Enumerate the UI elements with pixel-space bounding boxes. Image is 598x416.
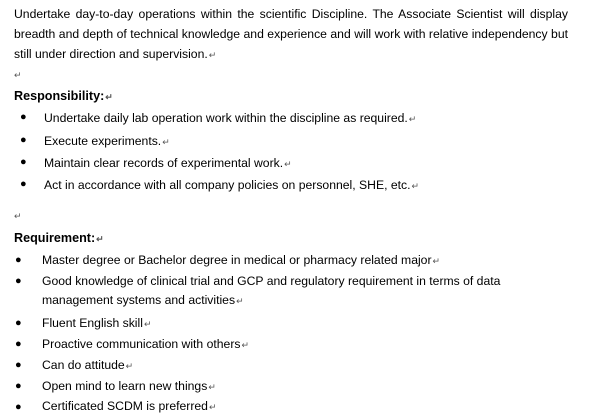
requirement-item: Certificated SCDM is preferred↵	[42, 399, 217, 413]
paragraph-mark-icon: ↵	[105, 92, 113, 102]
bullet-icon: ●	[15, 338, 22, 350]
requirement-item: Can do attitude↵	[42, 358, 134, 372]
empty-paragraph-mark-icon: ↵	[14, 211, 22, 221]
intro-paragraph	[14, 4, 568, 65]
bullet-icon: ●	[20, 156, 27, 168]
bullet-icon: ●	[15, 401, 22, 413]
paragraph-mark-icon: ↵	[236, 296, 244, 306]
requirement-item: Proactive communication with others↵	[42, 337, 250, 351]
paragraph-mark-icon: ↵	[96, 234, 104, 244]
responsibility-item: Act in accordance with all company policies on personnel, SHE, etc.↵	[44, 178, 420, 192]
bullet-icon: ●	[20, 178, 27, 190]
requirement-heading: Requirement:↵	[14, 231, 104, 245]
paragraph-mark-icon: ↵	[432, 256, 441, 266]
paragraph-mark-icon: ↵	[411, 181, 420, 191]
bullet-icon: ●	[15, 254, 22, 266]
requirement-item: Open mind to learn new things↵	[42, 379, 216, 393]
paragraph-mark-icon: ↵	[208, 382, 216, 392]
requirement-item: Good knowledge of clinical trial and GCP and regulatory requirement in terms of data management systems and activities↵	[42, 274, 501, 307]
bullet-icon: ●	[15, 380, 22, 392]
responsibility-heading: Responsibility:↵	[14, 89, 113, 103]
bullet-icon: ●	[15, 359, 22, 371]
requirement-item: Fluent English skill↵	[42, 316, 152, 330]
paragraph-mark-icon: ↵	[143, 319, 152, 329]
paragraph-mark-icon: ↵	[208, 402, 217, 412]
responsibility-item: Execute experiments.↵	[44, 134, 170, 148]
intro-text: Undertake day-to-day operations within the scientific Discipline. The Associate Scientist will display breadth and depth of technical knowledge and experience and will work with relative independency but still under direction and supervision.	[14, 7, 568, 61]
bullet-icon: ●	[15, 275, 22, 287]
bullet-icon: ●	[20, 111, 27, 123]
paragraph-mark-icon: ↵	[125, 361, 134, 371]
bullet-icon: ●	[20, 134, 27, 146]
empty-paragraph-mark-icon: ↵	[14, 70, 22, 80]
responsibility-item: Maintain clear records of experimental work.↵	[44, 156, 292, 170]
paragraph-mark-icon: ↵	[284, 159, 292, 169]
responsibility-item: Undertake daily lab operation work within the discipline as required.↵	[44, 111, 417, 125]
paragraph-mark-icon: ↵	[162, 137, 170, 147]
paragraph-mark-icon: ↵	[208, 50, 217, 60]
bullet-icon: ●	[15, 317, 22, 329]
requirement-item: Master degree or Bachelor degree in medical or pharmacy related major↵	[42, 253, 441, 267]
paragraph-mark-icon: ↵	[241, 340, 250, 350]
paragraph-mark-icon: ↵	[408, 114, 417, 124]
